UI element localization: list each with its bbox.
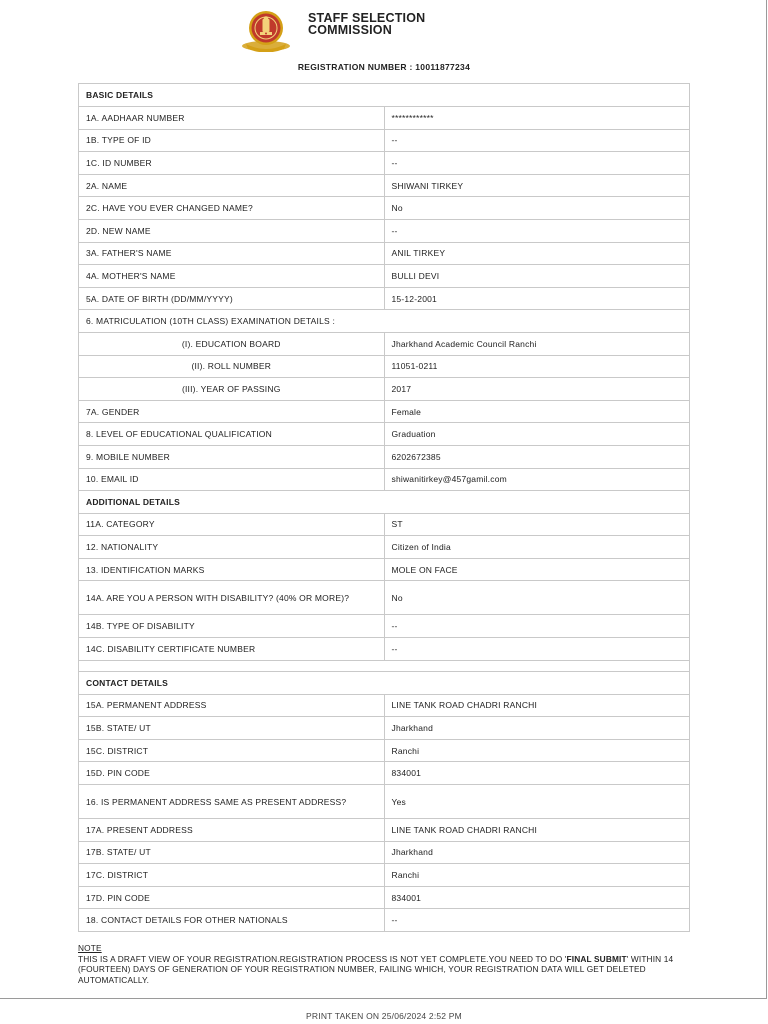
section-row [79, 671, 690, 694]
table-row [79, 558, 690, 581]
field-value: -- [384, 219, 690, 242]
section-title-contact: CONTACT DETAILS [79, 671, 690, 694]
field-label: 17C. DISTRICT [79, 864, 385, 887]
table-row [79, 129, 690, 152]
field-value: MOLE ON FACE [384, 558, 690, 581]
note-text [78, 954, 690, 986]
field-value: Ranchi [384, 864, 690, 887]
spacer-row [79, 660, 690, 671]
table-row [79, 242, 690, 265]
note-title: NOTE [78, 943, 102, 953]
table-row [79, 717, 690, 740]
table-row [79, 536, 690, 559]
registration-number-value: 10011877234 [415, 62, 471, 72]
field-value: No [384, 197, 690, 220]
field-label-matriculation: 6. MATRICULATION (10TH CLASS) EXAMINATION DETAILS : [79, 310, 690, 333]
note-block [78, 943, 690, 985]
field-value: Ranchi [384, 739, 690, 762]
field-value: -- [384, 152, 690, 175]
field-label: 4A. MOTHER'S NAME [79, 265, 385, 288]
field-value: ANIL TIRKEY [384, 242, 690, 265]
table-row [79, 174, 690, 197]
field-label: 2D. NEW NAME [79, 219, 385, 242]
field-label: 5A. DATE OF BIRTH (DD/MM/YYYY) [79, 287, 385, 310]
field-value: No [384, 581, 690, 615]
table-row [79, 909, 690, 932]
note-text-part2: ' WITHIN 14 (FOURTEEN) DAYS OF GENERATION OF YOUR REGISTRATION NUMBER, FAILING WHICH, YOUR REGISTRATION DATA WILL GET DELETED AUTOMATICALLY. [78, 953, 674, 985]
table-row [79, 694, 690, 717]
field-value: ************ [384, 107, 690, 130]
section-row [79, 84, 690, 107]
field-value: Yes [384, 785, 690, 819]
table-row [79, 355, 690, 378]
field-value: 15-12-2001 [384, 287, 690, 310]
section-row [79, 491, 690, 514]
field-value: ST [384, 513, 690, 536]
field-label: 14B. TYPE OF DISABILITY [79, 615, 385, 638]
field-value: shiwanitirkey@457gamil.com [384, 468, 690, 491]
field-label: 15A. PERMANENT ADDRESS [79, 694, 385, 717]
organization-name [308, 12, 425, 36]
field-value: Jharkhand [384, 841, 690, 864]
field-value: Jharkhand [384, 717, 690, 740]
field-label: 16. IS PERMANENT ADDRESS SAME AS PRESENT ADDRESS? [79, 785, 385, 819]
field-label: 18. CONTACT DETAILS FOR OTHER NATIONALS [79, 909, 385, 932]
field-label: 2A. NAME [79, 174, 385, 197]
field-label: 3A. FATHER'S NAME [79, 242, 385, 265]
org-name-line2: COMMISSION [308, 23, 392, 37]
table-row [79, 400, 690, 423]
field-value: -- [384, 638, 690, 661]
table-row [79, 423, 690, 446]
field-label: 9. MOBILE NUMBER [79, 445, 385, 468]
field-value: 11051-0211 [384, 355, 690, 378]
table-row [79, 287, 690, 310]
table-row [79, 581, 690, 615]
header [240, 8, 500, 52]
field-label: 8. LEVEL OF EDUCATIONAL QUALIFICATION [79, 423, 385, 446]
note-text-part1: THIS IS A DRAFT VIEW OF YOUR REGISTRATION.REGISTRATION PROCESS IS NOT YET COMPLETE.YOU NEED TO DO ' [78, 953, 567, 964]
field-label: 17B. STATE/ UT [79, 841, 385, 864]
field-value: LINE TANK ROAD CHADRI RANCHI [384, 694, 690, 717]
table-row [79, 468, 690, 491]
field-label: 17D. PIN CODE [79, 886, 385, 909]
table-row [79, 841, 690, 864]
table-row [79, 864, 690, 887]
table-row [79, 785, 690, 819]
field-label: 1B. TYPE OF ID [79, 129, 385, 152]
table-row [79, 310, 690, 333]
field-label: (I). EDUCATION BOARD [79, 332, 385, 355]
field-label: 11A. CATEGORY [79, 513, 385, 536]
field-label: 15D. PIN CODE [79, 762, 385, 785]
field-label: 15C. DISTRICT [79, 739, 385, 762]
table-row [79, 615, 690, 638]
field-value: Graduation [384, 423, 690, 446]
table-row [79, 197, 690, 220]
field-value: 2017 [384, 378, 690, 401]
field-value: -- [384, 129, 690, 152]
field-value: Jharkhand Academic Council Ranchi [384, 332, 690, 355]
table-row [79, 739, 690, 762]
section-title-basic: BASIC DETAILS [79, 84, 690, 107]
field-value: LINE TANK ROAD CHADRI RANCHI [384, 819, 690, 842]
table-row [79, 638, 690, 661]
note-text-final-submit: FINAL SUBMIT [566, 953, 627, 964]
field-label: (II). ROLL NUMBER [79, 355, 385, 378]
field-value: 6202672385 [384, 445, 690, 468]
print-timestamp: PRINT TAKEN ON 25/06/2024 2:52 PM [306, 1011, 462, 1021]
field-value: Citizen of India [384, 536, 690, 559]
table-row [79, 762, 690, 785]
section-title-additional: ADDITIONAL DETAILS [79, 491, 690, 514]
field-label: 1C. ID NUMBER [79, 152, 385, 175]
org-name-line1: STAFF SELECTION [308, 11, 426, 25]
table-row [79, 445, 690, 468]
table-row [79, 107, 690, 130]
field-label: (III). YEAR OF PASSING [79, 378, 385, 401]
table-row [79, 378, 690, 401]
table-row [79, 219, 690, 242]
field-label: 7A. GENDER [79, 400, 385, 423]
field-label: 2C. HAVE YOU EVER CHANGED NAME? [79, 197, 385, 220]
table-row [79, 152, 690, 175]
field-value: SHIWANI TIRKEY [384, 174, 690, 197]
table-row [79, 265, 690, 288]
field-value: BULLI DEVI [384, 265, 690, 288]
spacer-cell [79, 660, 690, 671]
field-value: -- [384, 909, 690, 932]
field-label: 10. EMAIL ID [79, 468, 385, 491]
field-value: 834001 [384, 762, 690, 785]
field-label: 1A. AADHAAR NUMBER [79, 107, 385, 130]
field-label: 14A. ARE YOU A PERSON WITH DISABILITY? (40% OR MORE)? [79, 581, 385, 615]
field-label: 15B. STATE/ UT [79, 717, 385, 740]
field-label: 12. NATIONALITY [79, 536, 385, 559]
registration-details-table [78, 83, 690, 932]
table-row [79, 513, 690, 536]
field-label: 14C. DISABILITY CERTIFICATE NUMBER [79, 638, 385, 661]
field-value: -- [384, 615, 690, 638]
registration-number-line [0, 62, 768, 72]
registration-number-label: REGISTRATION NUMBER : [297, 62, 413, 72]
table-row [79, 819, 690, 842]
ssc-emblem-icon [240, 8, 300, 52]
table-row [79, 332, 690, 355]
field-label: 13. IDENTIFICATION MARKS [79, 558, 385, 581]
field-value: Female [384, 400, 690, 423]
field-label: 17A. PRESENT ADDRESS [79, 819, 385, 842]
field-value: 834001 [384, 886, 690, 909]
table-row [79, 886, 690, 909]
